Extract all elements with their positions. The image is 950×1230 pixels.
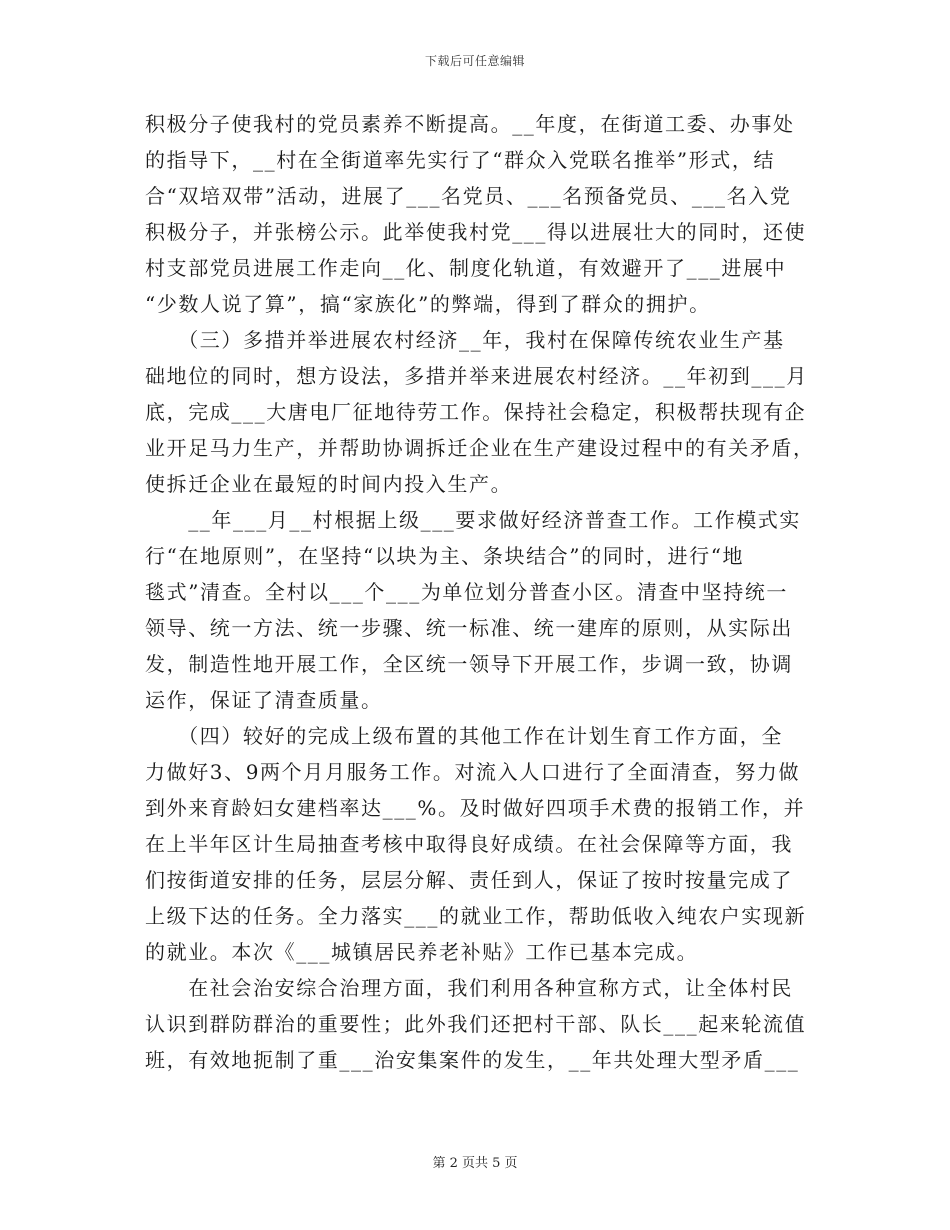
- text-line: “少数人说了算”，搞“家族化”的弊端，得到了群众的拥护。: [145, 292, 711, 316]
- text-line: 积极分子使我村的党员素养不断提高。__年度，在街道工委、办事处: [145, 112, 795, 136]
- text-line: __年___月__村根据上级___要求做好经济普查工作。工作模式实: [145, 508, 801, 532]
- page-footer: 第 2 页共 5 页: [432, 1156, 518, 1171]
- text-line: 积极分子，并张榜公示。此举使我村党___得以进展壮大的同时，还使: [145, 220, 807, 244]
- text-line: 认识到群防群治的重要性；此外我们还把村干部、队长___起来轮流值: [145, 1012, 807, 1036]
- text-line: 力做好3、9两个月月服务工作。对流入人口进行了全面清查，努力做: [145, 760, 801, 784]
- text-line: （四）较好的完成上级布置的其他工作在计划生育工作方面，全: [145, 724, 783, 748]
- text-line: 的就业。本次《___城镇居民养老补贴》工作已基本完成。: [145, 940, 699, 964]
- text-line: 领导、统一方法、统一步骤、统一标准、统一建库的原则，从实际出: [145, 616, 793, 640]
- text-line: 到外来育龄妇女建档率达___%。及时做好四项手术费的报销工作，并: [145, 796, 806, 820]
- text-line: 合“双培双带”活动，进展了___名党员、___名预备党员、___名入党: [145, 184, 792, 208]
- text-line: 行“在地原则”，在坚持“以块为主、条块结合”的同时，进行“地: [145, 544, 745, 568]
- text-line: 在社会治安综合治理方面，我们利用各种宣称方式，让全体村民: [145, 976, 793, 1000]
- text-line: 使拆迁企业在最短的时间内投入生产。: [145, 472, 513, 496]
- text-line: 村支部党员进展工作走向__化、制度化轨道，有效避开了___进展中: [145, 256, 787, 280]
- text-line: 上级下达的任务。全力落实___的就业工作，帮助低收入纯农户实现新: [145, 904, 807, 928]
- text-line: 础地位的同时，想方设法，多措并举来进展农村经济。__年初到___月: [145, 364, 808, 388]
- page-header: 下载后可任意编辑: [424, 54, 525, 68]
- text-line: （三）多措并举进展农村经济__年，我村在保障传统农业生产基: [145, 328, 785, 352]
- text-line: 底，完成___大唐电厂征地待劳工作。保持社会稳定，积极帮扶现有企: [145, 400, 807, 424]
- text-line: 业开足马力生产，并帮助协调拆迁企业在生产建设过程中的有关矛盾，: [145, 436, 815, 460]
- text-line: 们按街道安排的任务，层层分解、责任到人，保证了按时按量完成了: [145, 868, 793, 892]
- document-body: [145, 106, 815, 1078]
- text-line: 的指导下，__村在全街道率先实行了“群众入党联名推举”形式，结: [145, 148, 776, 172]
- text-line: 班，有效地扼制了重___治安集案件的发生，__年共处理大型矛盾___: [145, 1048, 800, 1072]
- text-line: 在上半年区计生局抽查考核中取得良好成绩。在社会保障等方面，我: [145, 832, 793, 856]
- text-line: 毯式”清查。全村以___个___为单位划分普查小区。清查中坚持统一: [145, 580, 789, 604]
- text-line: 发，制造性地开展工作，全区统一领导下开展工作，步调一致，协调: [145, 652, 793, 676]
- text-line: 运作，保证了清查质量。: [145, 688, 383, 712]
